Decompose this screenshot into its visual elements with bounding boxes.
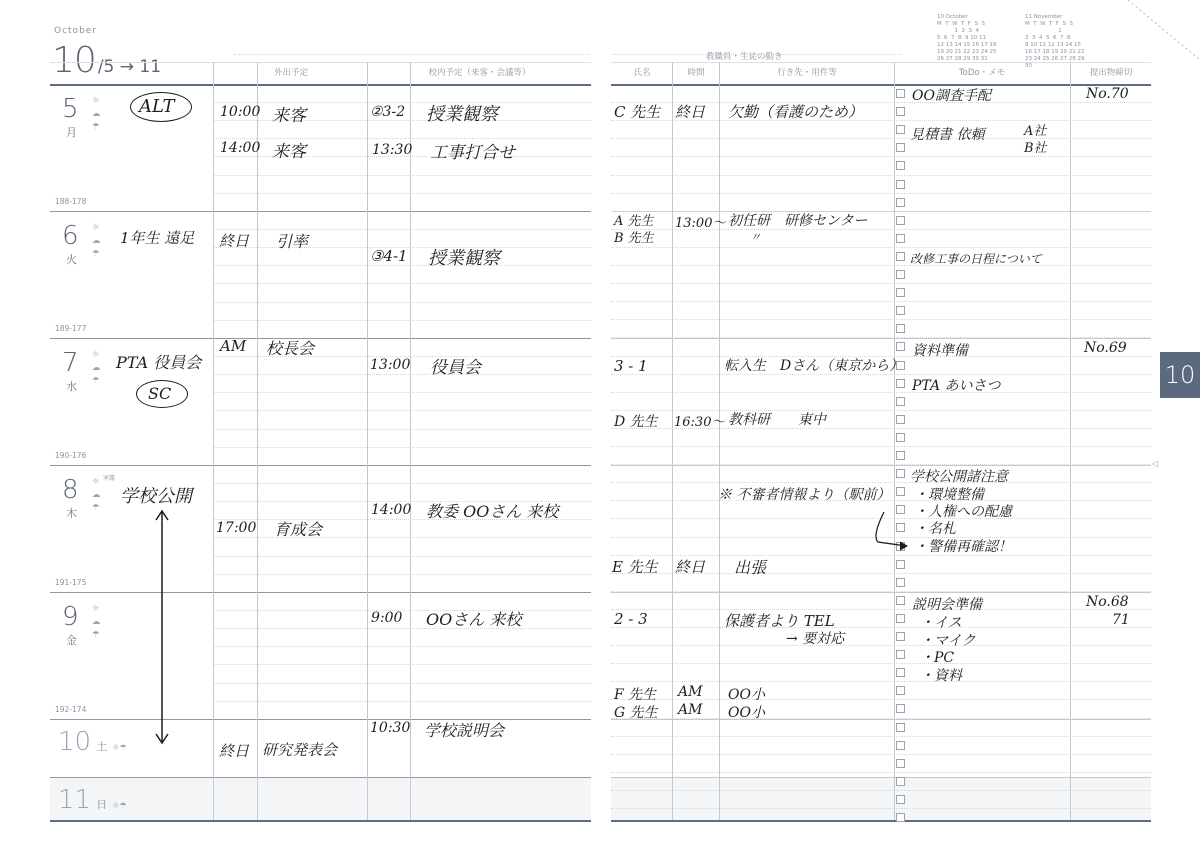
col-divider bbox=[410, 62, 411, 820]
col-divider bbox=[894, 62, 895, 820]
day-separator bbox=[50, 592, 591, 593]
sub-line bbox=[214, 175, 591, 176]
corner-dotted-diagonal bbox=[1128, 0, 1200, 60]
todo-link-arrow bbox=[870, 510, 910, 554]
day-label-5 bbox=[62, 94, 79, 140]
d6-campus-time: ③4-1 bbox=[370, 247, 408, 265]
todo-checkbox[interactable] bbox=[896, 596, 905, 605]
r7-name: 2 - 3 bbox=[614, 610, 648, 628]
day-of-week: 水 bbox=[66, 380, 77, 393]
d5-campus-time-2: 13:30 bbox=[372, 142, 413, 158]
todo-checkbox[interactable] bbox=[896, 686, 905, 695]
d9-campus-time: 9:00 bbox=[371, 610, 403, 626]
day-number: 8 bbox=[62, 475, 79, 505]
d6-outing-time: 終日 bbox=[219, 232, 250, 250]
todo-7-c: ・PC bbox=[920, 650, 955, 666]
day-separator bbox=[50, 777, 591, 778]
deadline-4: 71 bbox=[1112, 612, 1130, 628]
col-divider bbox=[1070, 62, 1071, 820]
sub-line bbox=[214, 265, 591, 266]
weather-icons bbox=[92, 95, 101, 134]
todo-4: 資料準備 bbox=[912, 343, 968, 359]
todo-checkbox[interactable] bbox=[896, 777, 905, 786]
day-of-week: 土 bbox=[96, 740, 108, 753]
col-header-campus: 校内予定（来客・会議等） bbox=[428, 68, 531, 78]
d5-campus-time-1: ②3-2 bbox=[370, 104, 406, 120]
todo-checkbox[interactable] bbox=[896, 288, 905, 297]
mini-calendar-oct-label: 10 October bbox=[937, 14, 968, 20]
d8-outing: 育成会 bbox=[274, 520, 323, 539]
day-count: 192-174 bbox=[55, 705, 87, 714]
day-of-week: 月 bbox=[66, 126, 77, 139]
mini-calendar-oct-grid: M T W T F S S 1 2 3 4 5 6 7 8 9 10 11 12 13 14 15 16 17 18 19 20 21 22 23 24 25 26 27 28 29 30 31 bbox=[937, 21, 997, 62]
sub-line bbox=[214, 392, 591, 393]
d7-outing-time: AM bbox=[220, 337, 247, 355]
day-number: 11 bbox=[58, 785, 92, 815]
r2-dest: 初任研 研修センター bbox=[728, 213, 868, 229]
day-number: 9 bbox=[62, 602, 79, 632]
r3-dest: 転入生 Dさん（東京から） bbox=[724, 358, 904, 374]
umbrella-icon: ☂ bbox=[92, 630, 100, 640]
todo-3: 改修工事の日程について bbox=[910, 252, 1042, 266]
todo-2: 見積書 依頼 bbox=[910, 127, 985, 143]
left-top-rule bbox=[50, 84, 591, 86]
todo-checkbox[interactable] bbox=[896, 578, 905, 587]
week-range-month: 10 bbox=[52, 40, 96, 81]
todo-6-c: ・名札 bbox=[914, 521, 956, 537]
day-label-10 bbox=[58, 727, 127, 757]
deadline-3: No.68 bbox=[1086, 594, 1129, 610]
umbrella-icon: ☂ bbox=[92, 249, 100, 259]
sun-icon: ☼ bbox=[112, 801, 120, 810]
weather-icons bbox=[112, 743, 126, 752]
sub-line bbox=[214, 701, 591, 702]
todo-checkbox[interactable] bbox=[896, 89, 905, 98]
todo-checkbox[interactable] bbox=[896, 469, 905, 478]
todo-6-a: ・環境整備 bbox=[914, 487, 984, 503]
day-label-9 bbox=[62, 602, 79, 648]
col-divider bbox=[367, 62, 368, 820]
todo-checkbox[interactable] bbox=[896, 252, 905, 261]
page-marker-arrow: ◁ bbox=[1152, 459, 1159, 468]
todo-checkbox[interactable] bbox=[896, 143, 905, 152]
umbrella-icon: ☂ bbox=[119, 743, 127, 752]
sun-icon: ☼ bbox=[112, 743, 120, 752]
left-header-top bbox=[50, 62, 591, 63]
col-divider bbox=[672, 62, 673, 820]
d7-event-2: SC bbox=[148, 384, 172, 403]
todo-checkbox[interactable] bbox=[896, 306, 905, 315]
col-header-name: 氏名 bbox=[633, 68, 651, 78]
day-separator bbox=[50, 465, 591, 466]
r6-name: E 先生 bbox=[612, 558, 658, 576]
day-label-11 bbox=[58, 785, 127, 815]
d7-event: PTA 役員会 bbox=[116, 353, 202, 372]
sub-line bbox=[214, 574, 591, 575]
d5-outing-time-2: 14:00 bbox=[220, 140, 261, 156]
week-range-days: /5 → 11 bbox=[97, 57, 162, 77]
r1-dest: 欠勤（看護のため） bbox=[728, 103, 864, 121]
d5-outing-time-1: 10:00 bbox=[220, 104, 261, 120]
weather-icons bbox=[112, 801, 126, 810]
col-header-deadline: 提出物締切 bbox=[1089, 68, 1133, 78]
sunday-shade bbox=[50, 777, 591, 820]
umbrella-icon: ☂ bbox=[119, 801, 127, 810]
r3-name: 3 - 1 bbox=[614, 357, 648, 375]
todo-checkbox[interactable] bbox=[896, 723, 905, 732]
todo-checkbox[interactable] bbox=[896, 379, 905, 388]
r6-dest: 出張 bbox=[734, 558, 767, 577]
cloud-icon: ☁ bbox=[92, 617, 101, 627]
todo-6: 学校公開諸注意 bbox=[910, 469, 1008, 485]
day-of-week: 木 bbox=[66, 507, 77, 520]
r2-time: 13:00〜 bbox=[675, 216, 726, 231]
col-divider bbox=[213, 62, 214, 820]
col-header-todo: ToDo・メモ bbox=[958, 68, 1006, 78]
todo-checkbox[interactable] bbox=[896, 180, 905, 189]
cloud-icon: ☁ bbox=[92, 490, 101, 500]
umbrella-icon: ☂ bbox=[92, 122, 100, 132]
day-count: 190-176 bbox=[55, 451, 87, 460]
sub-line bbox=[214, 229, 591, 230]
d7-outing: 校長会 bbox=[266, 339, 315, 358]
cloud-icon: ☁ bbox=[92, 236, 101, 246]
day-of-week: 金 bbox=[66, 634, 77, 647]
r2-name-2: B 先生 bbox=[614, 231, 654, 246]
d8-campus-time: 14:00 bbox=[371, 502, 412, 518]
col-divider bbox=[719, 62, 720, 820]
d5-campus-1: 授業観察 bbox=[426, 104, 498, 125]
day-number: 7 bbox=[62, 348, 79, 378]
sub-line bbox=[214, 320, 591, 321]
todo-7: 説明会準備 bbox=[912, 597, 982, 613]
sub-line bbox=[214, 283, 591, 284]
mini-calendar-october bbox=[937, 14, 996, 63]
d10-outing: 研究発表会 bbox=[262, 741, 338, 759]
r9-name: G 先生 bbox=[614, 705, 658, 721]
todo-checkbox[interactable] bbox=[896, 433, 905, 442]
d8-event: 学校公開 bbox=[120, 486, 192, 507]
sub-line bbox=[214, 610, 591, 611]
r5-dest: ※ 不審者情報より（駅前） bbox=[718, 487, 891, 503]
todo-checkbox[interactable] bbox=[896, 632, 905, 641]
week-range bbox=[52, 40, 161, 81]
todo-checkbox[interactable] bbox=[896, 650, 905, 659]
deadline-1: No.70 bbox=[1086, 86, 1129, 102]
day-separator bbox=[50, 211, 591, 212]
todo-checkbox[interactable] bbox=[896, 397, 905, 406]
day-separator bbox=[50, 338, 591, 339]
d6-campus: 授業観察 bbox=[428, 248, 500, 269]
todo-checkbox[interactable] bbox=[896, 451, 905, 460]
r9-dest: OO小 bbox=[728, 705, 765, 721]
sub-line bbox=[214, 664, 591, 665]
todo-checkbox[interactable] bbox=[896, 234, 905, 243]
col-header-destination: 行き先・用件等 bbox=[777, 68, 837, 78]
col-header-outing: 外出予定 bbox=[273, 68, 308, 78]
d5-campus-2: 工事打合せ bbox=[430, 143, 515, 163]
todo-1: OO調査手配 bbox=[912, 88, 991, 104]
sun-icon: ☼ bbox=[92, 223, 100, 233]
sun-icon: ☼ bbox=[92, 477, 100, 487]
d7-campus: 役員会 bbox=[430, 358, 481, 378]
weather-icons bbox=[92, 222, 101, 261]
umbrella-icon: ☂ bbox=[92, 376, 100, 386]
r4-name: D 先生 bbox=[614, 414, 658, 430]
umbrella-icon: ☂ bbox=[92, 503, 100, 513]
todo-2-b: B社 bbox=[1024, 141, 1047, 156]
sub-line bbox=[214, 410, 591, 411]
d10-campus: 学校説明会 bbox=[424, 721, 505, 740]
sub-line bbox=[214, 193, 591, 194]
todo-checkbox[interactable] bbox=[896, 324, 905, 333]
day-number: 6 bbox=[62, 221, 79, 251]
todo-checkbox[interactable] bbox=[896, 487, 905, 496]
sub-line bbox=[214, 628, 591, 629]
todo-checkbox[interactable] bbox=[896, 270, 905, 279]
right-page-title: 教職員・生徒の動き bbox=[706, 52, 783, 62]
r7-dest-2: → 要対応 bbox=[786, 631, 845, 647]
weather-icons bbox=[92, 476, 101, 515]
todo-7-d: ・資料 bbox=[920, 668, 962, 684]
sub-line bbox=[214, 683, 591, 684]
span-arrow bbox=[152, 508, 172, 748]
todo-6-d: ・警備再確認！ bbox=[914, 539, 1012, 555]
todo-6-b: ・人権への配慮 bbox=[914, 504, 1012, 520]
todo-checkbox[interactable] bbox=[896, 759, 905, 768]
d8-outing-time: 17:00 bbox=[216, 520, 257, 536]
d10-outing-time: 終日 bbox=[219, 742, 250, 760]
weather-icons bbox=[92, 349, 101, 388]
day-count: 191-175 bbox=[55, 578, 87, 587]
d6-event: 1年生 遠足 bbox=[120, 229, 195, 247]
sub-line bbox=[214, 302, 591, 303]
cloud-icon: ☁ bbox=[92, 109, 101, 119]
r9-time: AM bbox=[678, 702, 703, 718]
todo-checkbox[interactable] bbox=[896, 125, 905, 134]
sub-line bbox=[214, 102, 591, 103]
day-separator bbox=[50, 719, 591, 720]
r2-name: A 先生 bbox=[614, 214, 654, 229]
day-count: 189-177 bbox=[55, 324, 87, 333]
sub-line bbox=[214, 138, 591, 139]
header-dotted-rule bbox=[234, 54, 590, 55]
right-header-dotted-rule bbox=[612, 54, 902, 55]
d5-outing-2: 来客 bbox=[272, 142, 306, 162]
sub-line bbox=[214, 120, 591, 121]
mini-calendar-nov-grid: M T W T F S S 1 2 3 4 5 6 7 8 9 10 11 12 13 14 15 16 17 18 19 20 21 22 23 24 25 26 27 28 29 30 bbox=[1025, 21, 1085, 69]
day-label-7 bbox=[62, 348, 79, 394]
d6-outing: 引率 bbox=[276, 232, 309, 251]
weather-icons bbox=[92, 603, 101, 642]
sun-icon: ☼ bbox=[92, 350, 100, 360]
todo-checkbox[interactable] bbox=[896, 198, 905, 207]
month-index-tab[interactable]: 10 bbox=[1160, 352, 1200, 398]
sun-icon: ☼ bbox=[92, 96, 100, 106]
day-label-6 bbox=[62, 221, 79, 267]
todo-7-a: ・イス bbox=[920, 615, 962, 631]
todo-checkbox[interactable] bbox=[896, 107, 905, 116]
sun-icon: ☼ bbox=[92, 604, 100, 614]
day-of-week: 火 bbox=[66, 253, 77, 266]
col-divider bbox=[257, 62, 258, 820]
col-header-time: 時間 bbox=[687, 68, 705, 78]
todo-checkbox[interactable] bbox=[896, 795, 905, 804]
r2-dest-2: 〃 bbox=[750, 231, 761, 244]
mini-calendar-nov-label: 11 November bbox=[1025, 14, 1063, 20]
todo-7-b: ・マイク bbox=[920, 633, 976, 649]
r4-time: 16:30〜 bbox=[674, 415, 725, 430]
r6-time: 終日 bbox=[675, 558, 706, 576]
d5-outing-1: 来客 bbox=[272, 106, 306, 126]
r1-name: C 先生 bbox=[614, 103, 661, 121]
todo-checkbox[interactable] bbox=[896, 415, 905, 424]
todo-checkbox[interactable] bbox=[896, 741, 905, 750]
r1-time: 終日 bbox=[675, 103, 706, 121]
todo-checkbox[interactable] bbox=[896, 614, 905, 623]
d5-event: ALT bbox=[139, 96, 175, 117]
todo-checkbox[interactable] bbox=[896, 560, 905, 569]
r4-dest: 教科研 東中 bbox=[728, 412, 826, 428]
day-number: 5 bbox=[62, 94, 79, 124]
day-of-week: 日 bbox=[96, 798, 108, 811]
todo-checkbox[interactable] bbox=[896, 704, 905, 713]
day-number: 10 bbox=[58, 727, 92, 757]
d9-campus: OOさん 来校 bbox=[426, 610, 522, 629]
todo-checkbox[interactable] bbox=[896, 813, 905, 822]
sub-line bbox=[214, 447, 591, 448]
sub-line bbox=[214, 556, 591, 557]
d10-campus-time: 10:30 bbox=[370, 720, 411, 736]
month-name: October bbox=[54, 26, 98, 36]
todo-checkbox[interactable] bbox=[896, 161, 905, 170]
r7-dest: 保護者より TEL bbox=[724, 612, 835, 630]
todo-2-a: A社 bbox=[1024, 124, 1047, 139]
day-label-8 bbox=[62, 475, 79, 521]
r8-name: F 先生 bbox=[614, 687, 657, 703]
sub-line bbox=[214, 537, 591, 538]
cloud-icon: ☁ bbox=[92, 363, 101, 373]
right-bottom-rule bbox=[611, 820, 1151, 822]
deadline-2: No.69 bbox=[1084, 340, 1127, 356]
sub-line bbox=[214, 483, 591, 484]
todo-5: PTA あいさつ bbox=[912, 378, 1001, 394]
sub-line bbox=[214, 646, 591, 647]
solar-term: 寒露 bbox=[103, 475, 116, 482]
todo-checkbox[interactable] bbox=[896, 216, 905, 225]
left-bottom-rule bbox=[50, 820, 591, 822]
sub-line bbox=[214, 429, 591, 430]
todo-checkbox[interactable] bbox=[896, 342, 905, 351]
d7-campus-time: 13:00 bbox=[370, 357, 411, 373]
sub-line bbox=[214, 374, 591, 375]
todo-checkbox[interactable] bbox=[896, 668, 905, 677]
d8-campus: 教委 OOさん 来校 bbox=[426, 502, 559, 521]
day-count: 188-178 bbox=[55, 197, 87, 206]
r8-time: AM bbox=[678, 684, 703, 700]
r8-dest: OO小 bbox=[728, 687, 765, 703]
